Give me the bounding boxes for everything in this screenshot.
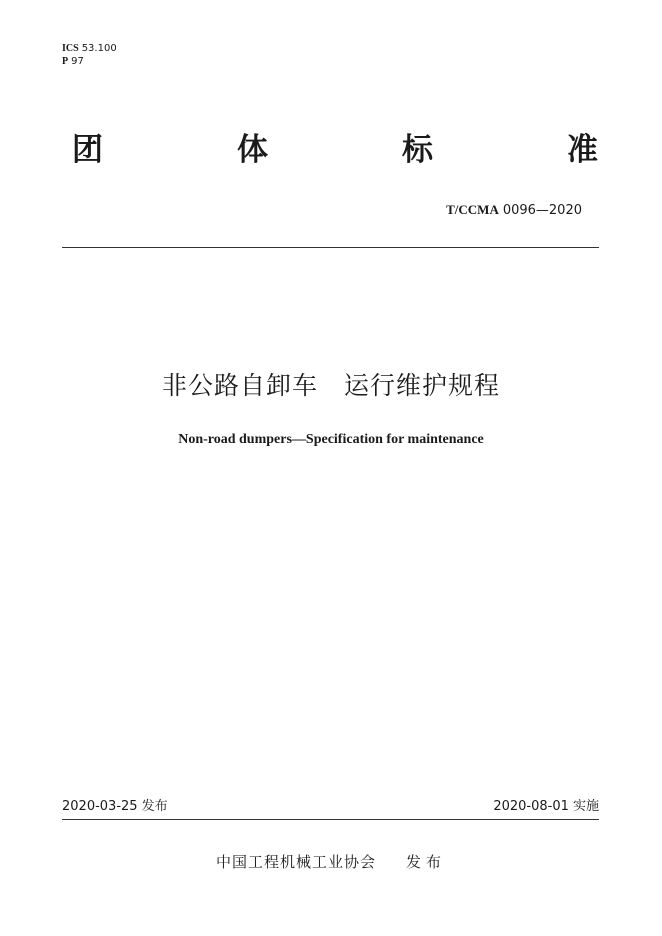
document-title-cn: 非公路自卸车 运行维护规程 — [161, 371, 500, 400]
ccs-label: P — [62, 56, 69, 67]
ics-value: 53.100 — [81, 43, 117, 54]
issue-date: 2020-03-25 发布 — [62, 799, 168, 814]
standard-type-title — [62, 130, 598, 170]
standard-number — [446, 202, 582, 219]
standard-type-char: 团 — [72, 132, 103, 168]
standard-type-char: 准 — [567, 132, 598, 168]
classification-codes — [62, 42, 117, 68]
footer-divider — [62, 819, 599, 820]
standard-number-suffix: 0096—2020 — [502, 203, 582, 218]
header-divider — [62, 247, 599, 248]
ccs-line — [62, 55, 117, 68]
standard-number-prefix: T/CCMA — [446, 202, 499, 217]
ccs-value: 97 — [71, 56, 84, 67]
standard-type-char: 体 — [237, 132, 268, 168]
document-title-en: Non-road dumpers—Specification for maintenance — [178, 432, 484, 447]
publisher-action: 发布 — [406, 853, 447, 871]
standard-type-char: 标 — [402, 132, 433, 168]
ics-label: ICS — [62, 43, 79, 54]
publisher-name: 中国工程机械工业协会 — [215, 853, 376, 871]
ics-line — [62, 42, 117, 55]
implementation-date: 2020-08-01 实施 — [493, 799, 599, 814]
publisher-line — [0, 852, 662, 872]
